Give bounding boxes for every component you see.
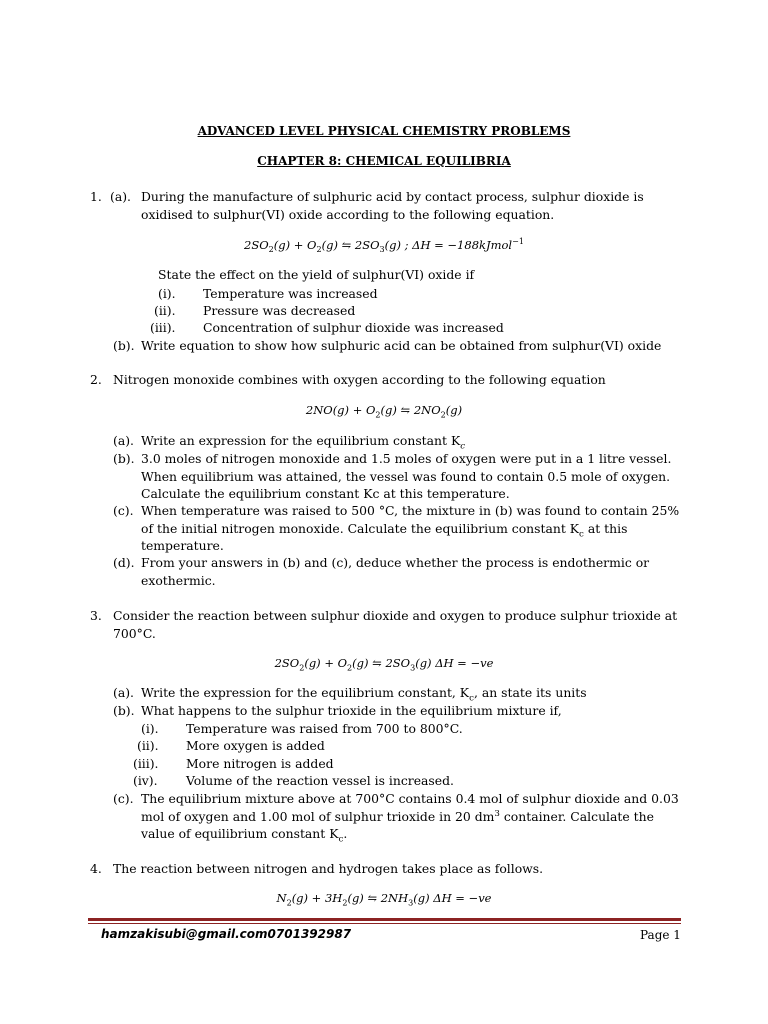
question-text: mol of oxygen and 1.00 mol of sulphur trioxide in 20 $dm^3$ container. Calculate the bbox=[141, 809, 654, 825]
question-number: 3. bbox=[90, 608, 102, 623]
item-label: (ii). bbox=[154, 303, 176, 318]
chapter-heading: CHAPTER 8: CHEMICAL EQUILIBRIA bbox=[257, 154, 511, 168]
question-text: The reaction between nitrogen and hydrogen takes place as follows. bbox=[113, 861, 544, 876]
question-text: 700°C. bbox=[113, 626, 156, 641]
part-label: (b). bbox=[113, 338, 135, 353]
question-number: 4. bbox=[90, 861, 102, 876]
equation: $2SO_2(g) + O_2(g)$ ⇋ $2SO_3(g)$ ; ΔH = −188kJmol$^{-1}$ bbox=[244, 237, 524, 255]
question-text: 3.0 moles of nitrogen monoxide and 1.5 moles of oxygen were put in a 1 litre vessel. bbox=[141, 451, 672, 466]
question-text: When temperature was raised to 500 °C, the mixture in (b) was found to contain 25% bbox=[141, 503, 680, 518]
item-text: Temperature was increased bbox=[203, 286, 378, 301]
question-text: Consider the reaction between sulphur dioxide and oxygen to produce sulphur trioxide at bbox=[113, 608, 678, 623]
footer-email: hamzakisubi@gmail.com0701392987 bbox=[101, 927, 352, 941]
item-text: Pressure was decreased bbox=[203, 303, 356, 318]
question-text: Calculate the equilibrium constant Kc at this temperature. bbox=[141, 486, 510, 501]
item-text: Temperature was raised from 700 to 800°C. bbox=[186, 721, 463, 736]
question-text: Write equation to show how sulphuric acid can be obtained from sulphur(VI) oxide bbox=[141, 338, 662, 353]
part-label: (c). bbox=[113, 791, 134, 806]
question-text: Write the expression for the equilibrium constant, $K_c$, an state its units bbox=[141, 685, 587, 704]
item-text: Volume of the reaction vessel is increased. bbox=[186, 773, 454, 788]
question-text: What happens to the sulphur trioxide in the equilibrium mixture if, bbox=[141, 703, 562, 718]
equation: $2SO_2(g) + O_2(g)$ ⇋ $2SO_3(g) \Delta H = -ve$ bbox=[274, 656, 494, 673]
question-text: Nitrogen monoxide combines with oxygen according to the following equation bbox=[113, 372, 606, 387]
item-text: More oxygen is added bbox=[186, 738, 325, 753]
item-text: More nitrogen is added bbox=[186, 756, 334, 771]
item-label: (ii). bbox=[137, 738, 159, 753]
document-title: ADVANCED LEVEL PHYSICAL CHEMISTRY PROBLEMS bbox=[197, 124, 571, 138]
part-label: (a). bbox=[110, 189, 131, 204]
item-label: (i). bbox=[158, 286, 176, 301]
question-number: 1. bbox=[90, 189, 102, 204]
footer-rule bbox=[88, 918, 681, 921]
item-label: (iv). bbox=[133, 773, 158, 788]
equation: $2NO(g) + O_2(g)$ ⇋ $2NO_2(g)$ bbox=[305, 403, 463, 420]
part-label: (d). bbox=[113, 555, 135, 570]
page-number: Page 1 bbox=[640, 928, 681, 942]
part-label: (b). bbox=[113, 703, 135, 718]
question-number: 2. bbox=[90, 372, 102, 387]
question-text: oxidised to sulphur(VI) oxide according to the following equation. bbox=[141, 207, 555, 222]
question-text: During the manufacture of sulphuric acid by contact process, sulphur dioxide is bbox=[141, 189, 644, 204]
question-text: exothermic. bbox=[141, 573, 216, 588]
item-label: (iii). bbox=[150, 320, 176, 335]
question-text: of the initial nitrogen monoxide. Calculate the equilibrium constant $K_c$ at this bbox=[141, 521, 628, 540]
part-label: (a). bbox=[113, 433, 134, 448]
footer-rule bbox=[88, 923, 681, 924]
instruction-text: State the effect on the yield of sulphur(VI) oxide if bbox=[158, 267, 475, 282]
item-text: Concentration of sulphur dioxide was increased bbox=[203, 320, 504, 335]
question-text: The equilibrium mixture above at 700°C contains 0.4 mol of sulphur dioxide and 0.03 bbox=[141, 791, 679, 806]
item-label: (i). bbox=[141, 721, 159, 736]
question-text: From your answers in (b) and (c), deduce whether the process is endothermic or bbox=[141, 555, 650, 570]
part-label: (b). bbox=[113, 451, 135, 466]
equation: $N_2(g) + 3H_2(g)$ ⇋ $2NH_3(g) \Delta H = -ve$ bbox=[276, 891, 492, 908]
question-text: temperature. bbox=[141, 538, 224, 553]
item-label: (iii). bbox=[133, 756, 159, 771]
question-text: value of equilibrium constant $K_c$. bbox=[141, 826, 348, 845]
part-label: (c). bbox=[113, 503, 134, 518]
question-text: When equilibrium was attained, the vessel was found to contain 0.5 mole of oxygen. bbox=[141, 469, 671, 484]
question-text: Write an expression for the equilibrium constant $K_c$ bbox=[141, 433, 466, 452]
part-label: (a). bbox=[113, 685, 134, 700]
